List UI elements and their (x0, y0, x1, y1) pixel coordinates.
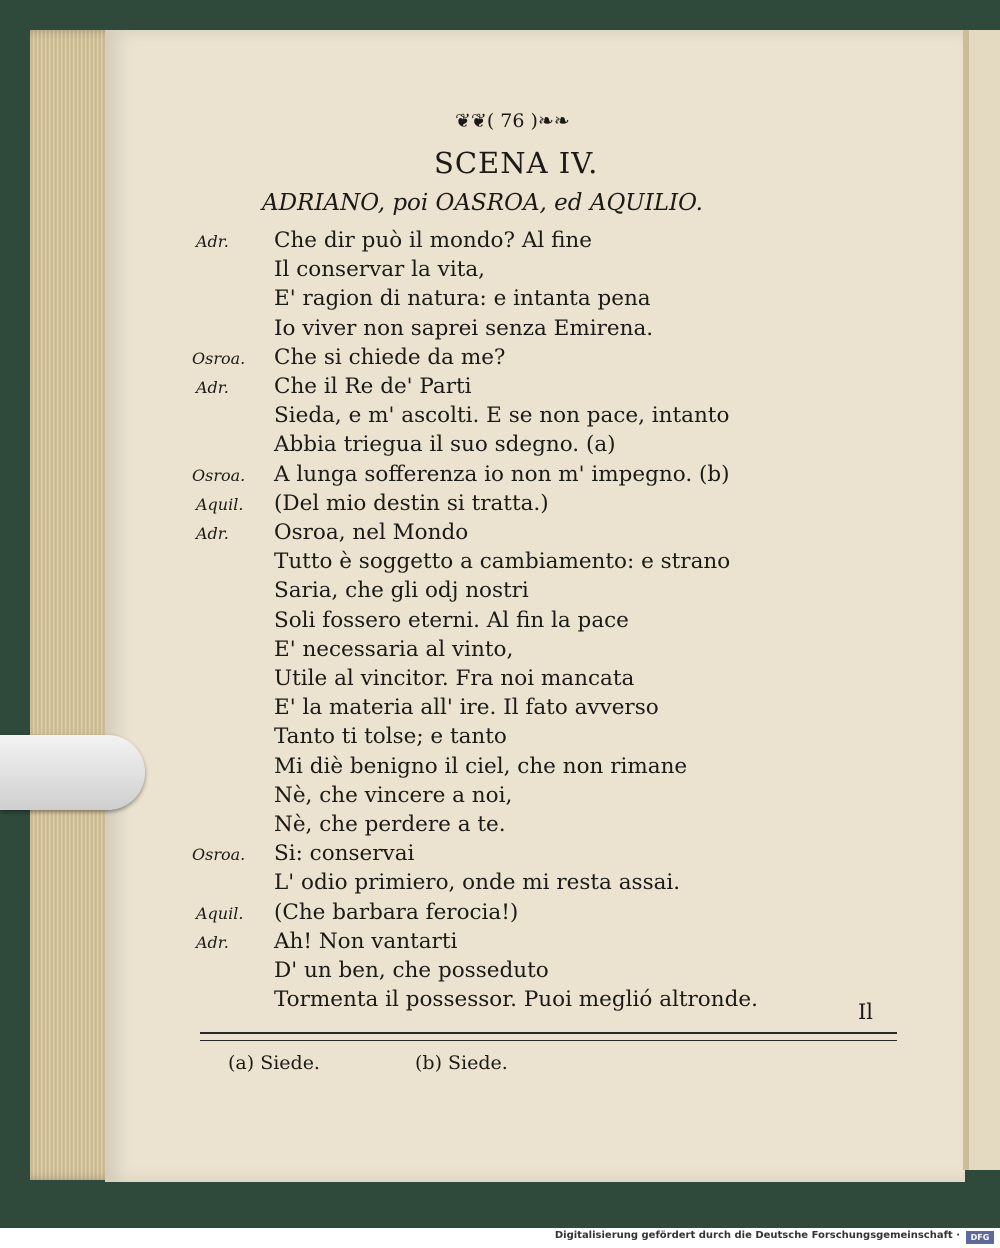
footnote-a: (a) Siede. (228, 1052, 320, 1074)
verse-line: E' ragion di natura: e intanta pena (274, 286, 651, 312)
scene-title: SCENA IV. (434, 146, 599, 180)
verse-line: Si: conservai (274, 841, 415, 867)
scene-characters: ADRIANO, poi OASROA, ed AQUILIO. (262, 190, 703, 216)
verse-line: L' odio primiero, onde mi resta assai. (274, 870, 681, 896)
speaker-label: Adr. (196, 932, 229, 952)
page-tab-marker (0, 735, 145, 810)
footnote-rule-bottom (200, 1040, 897, 1041)
speaker-label: Aquil. (196, 494, 244, 514)
speaker-label: Osroa. (192, 465, 246, 485)
digitization-credit: Digitalisierung gefördert durch die Deutsche Forschungsgemeinschaft · (554, 1230, 960, 1241)
verse-line: A lunga sofferenza io non m' impegno. (b) (274, 461, 730, 487)
verse-line: E' necessaria al vinto, (274, 636, 514, 662)
verse-line: Tormenta il possessor. Puoi meglió altronde. (274, 987, 758, 1013)
verse-line: Il conservar la vita, (274, 257, 485, 283)
speaker-label: Adr. (196, 524, 229, 543)
speaker-label: Osroa. (192, 845, 246, 865)
verse-line: Nè, che perdere a te. (274, 812, 506, 837)
verse-line: Che dir può il mondo? Al fine (274, 228, 592, 253)
dfg-logo: DFG (966, 1231, 994, 1244)
verse-line: Saria, che gli odj nostri (274, 578, 529, 604)
verse-line: Mi diè benigno il ciel, che non rimane (274, 753, 688, 779)
verse-line: Io viver non saprei senza Emirena. (274, 315, 654, 341)
verse-line: E' la materia all' ire. Il fato avverso (274, 695, 659, 721)
verse-line: Osroa, nel Mondo (274, 520, 469, 545)
footnote-b: (b) Siede. (415, 1052, 508, 1074)
page-number: ❦❦( 76 )❧❧ (455, 110, 570, 132)
speaker-label: Aquil. (196, 903, 244, 923)
facing-page-edge (963, 30, 969, 1170)
speaker-label: Adr. (196, 232, 229, 251)
verse-line: Nè, che vincere a noi, (274, 782, 513, 808)
verse-line: Sieda, e m' ascolti. E se non pace, intanto (274, 403, 730, 429)
verse-line: Ah! Non vantarti (274, 928, 458, 954)
verse-line: Tanto ti tolse; e tanto (274, 724, 507, 750)
verse-line: Abbia triegua il suo sdegno. (a) (274, 432, 616, 458)
verse-line: Soli fossero eterni. Al fin la pace (274, 607, 629, 633)
speaker-label: Adr. (196, 378, 229, 397)
verse-line: Che si chiede da me? (274, 344, 506, 370)
verse-line: Utile al vincitor. Fra noi mancata (274, 666, 635, 691)
verse-line: Che il Re de' Parti (274, 374, 472, 399)
verse-line: (Che barbara ferocia!) (274, 899, 519, 925)
footnote-rule-top (200, 1032, 897, 1034)
verse-line: (Del mio destin si tratta.) (274, 490, 549, 516)
verse-line: D' un ben, che posseduto (274, 958, 549, 983)
speaker-label: Osroa. (192, 348, 246, 368)
catchword: Il (858, 1000, 874, 1024)
verse-line: Tutto è soggetto a cambiamento: e strano (274, 549, 731, 575)
